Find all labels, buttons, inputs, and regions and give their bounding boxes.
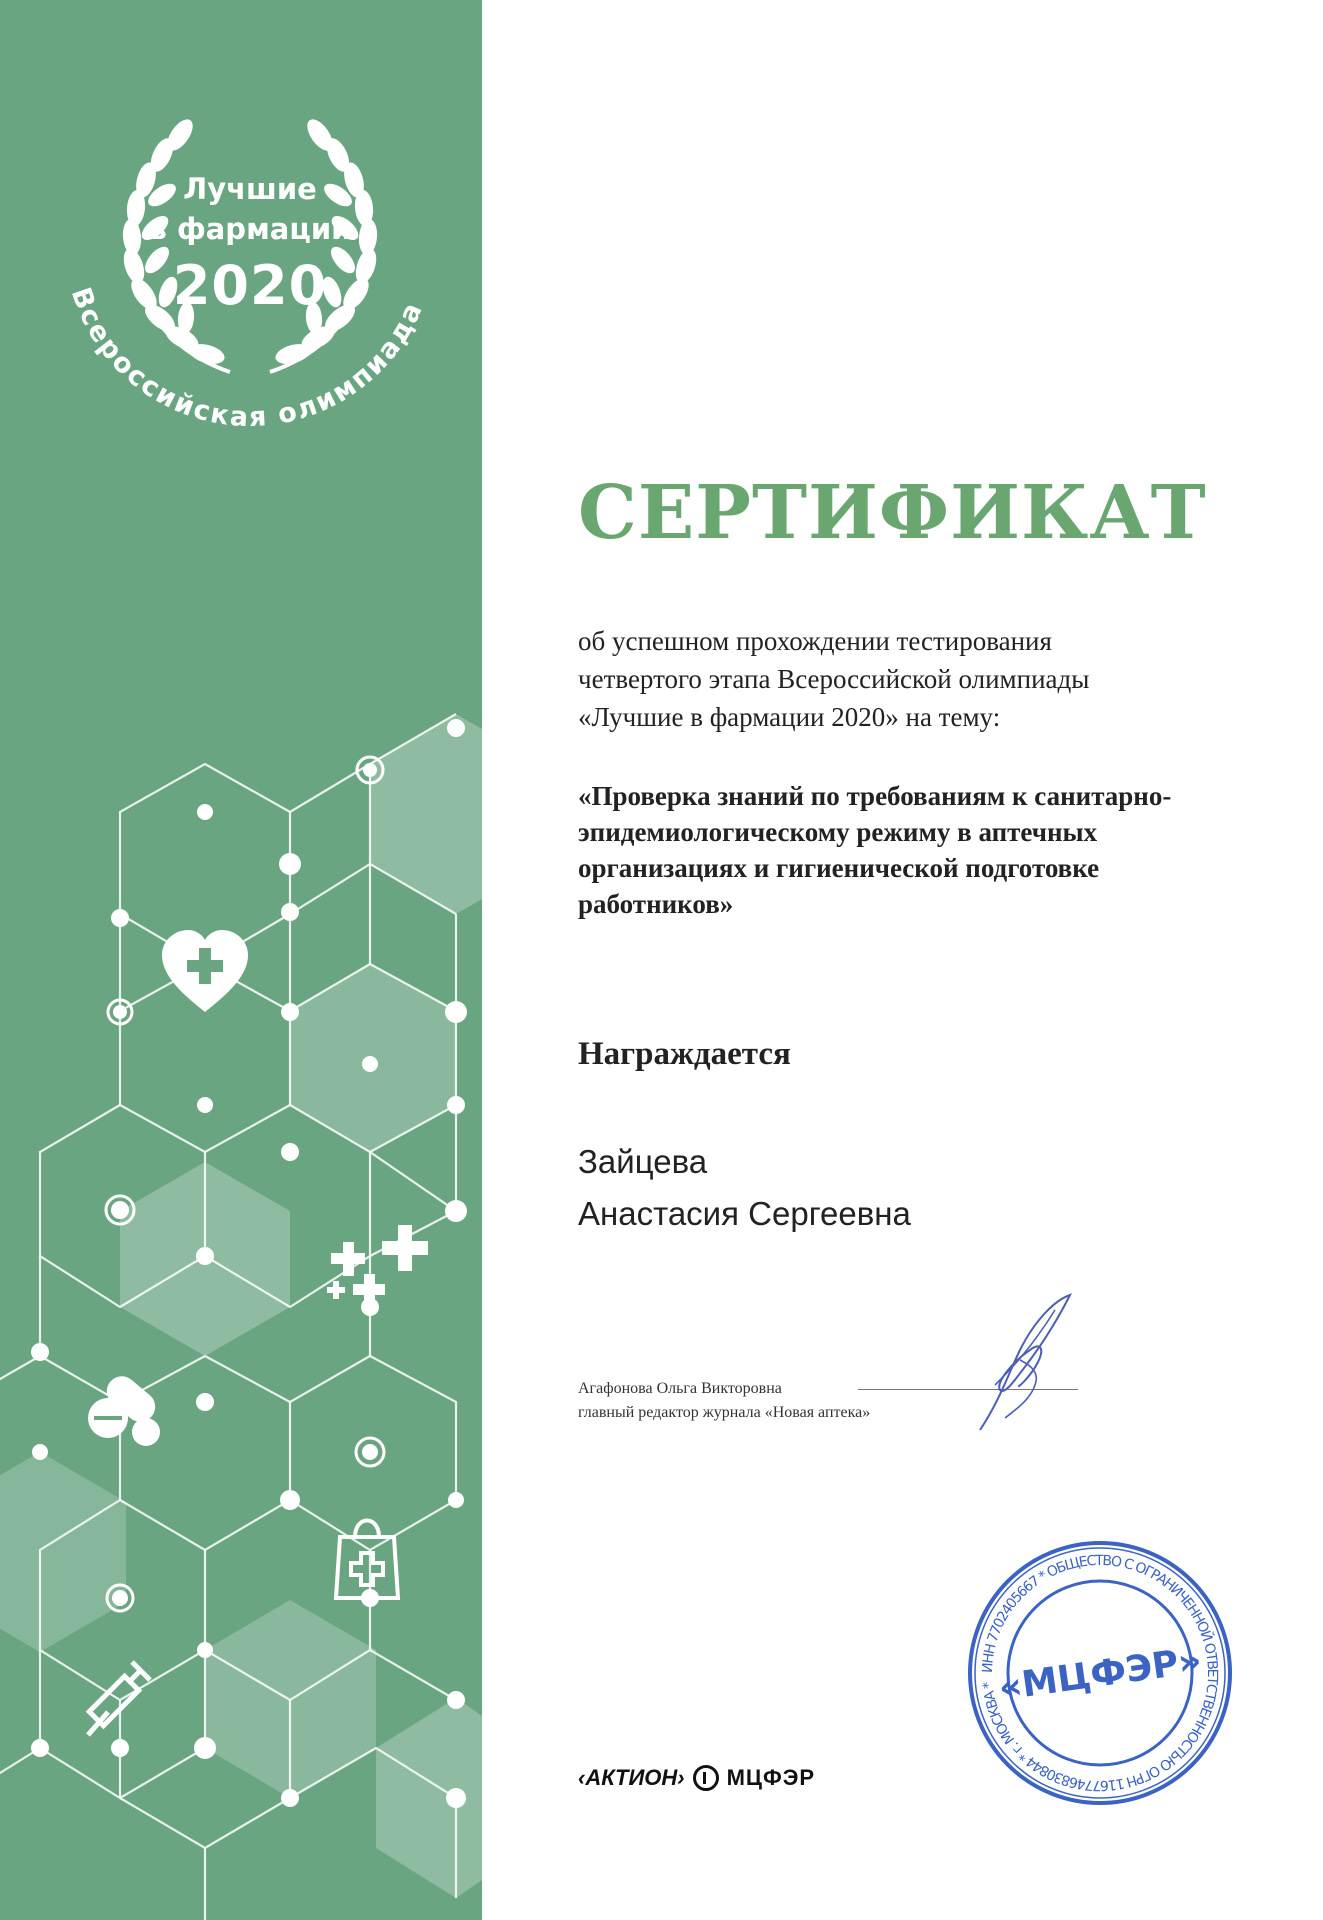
svg-text:«МЦФЭР»: «МЦФЭР» — [996, 1639, 1205, 1709]
topic-line: организациях и гигиенической подготовке — [578, 853, 1100, 883]
aktion-logo-text: ‹АКТИОН› — [578, 1765, 685, 1790]
recipient-given-names: Анастасия Сергеевна — [578, 1195, 911, 1232]
topic-line: «Проверка знаний по требованиям к санитарно- — [578, 781, 1172, 811]
certificate-description — [578, 622, 1278, 736]
topic-line: эпидемиологическому режиму в аптечных — [578, 817, 1098, 847]
logo-line2: в фармации — [148, 212, 352, 246]
logo-line1: Лучшие — [183, 172, 317, 206]
pharmacy-bag-icon — [336, 1521, 398, 1599]
mcfer-logo-text: МЦФЭР — [726, 1765, 816, 1790]
logo-arc-text: Всероссийская олимпиада — [64, 283, 430, 434]
recipient-surname: Зайцева — [578, 1143, 708, 1180]
heart-plus-icon — [162, 930, 248, 1012]
handwritten-signature — [960, 1290, 1090, 1440]
sparkle-crosses-icon — [327, 1225, 428, 1306]
svg-text:ИНН 7702405667 * ОБЩЕСТВО С ОГ: ИНН 7702405667 * ОБЩЕСТВО С ОГРАНИЧЕННОЙ ОТВЕТСТВЕННОСТЬЮ ОГРН 1167746830844 * г. МОСКВА * — [979, 1552, 1221, 1794]
logo-year: 2020 — [172, 254, 328, 317]
signer-name: Агафонова Ольга Викторовна — [578, 1380, 782, 1397]
certificate-title: СЕРТИФИКАТ — [578, 470, 1207, 556]
awarded-label: Награждается — [578, 1036, 791, 1072]
mcfer-logo-icon — [693, 1765, 719, 1791]
pills-icon — [88, 1370, 161, 1446]
decorative-sidebar — [0, 0, 482, 1920]
description-line: четвертого этапа Всероссийской олимпиады — [578, 664, 1090, 694]
signer-block — [578, 1377, 870, 1425]
hexagon-network — [0, 714, 482, 1920]
topic-line: работников» — [578, 889, 734, 919]
recipient-name — [578, 1136, 911, 1240]
company-stamp — [965, 1538, 1235, 1808]
signer-position: главный редактор журнала «Новая аптека» — [578, 1404, 871, 1421]
footer-logo — [578, 1765, 815, 1791]
description-line: «Лучшие в фармации 2020» на тему: — [578, 702, 1001, 732]
certificate-topic — [578, 778, 1298, 922]
description-line: об успешном прохождении тестирования — [578, 626, 1052, 656]
